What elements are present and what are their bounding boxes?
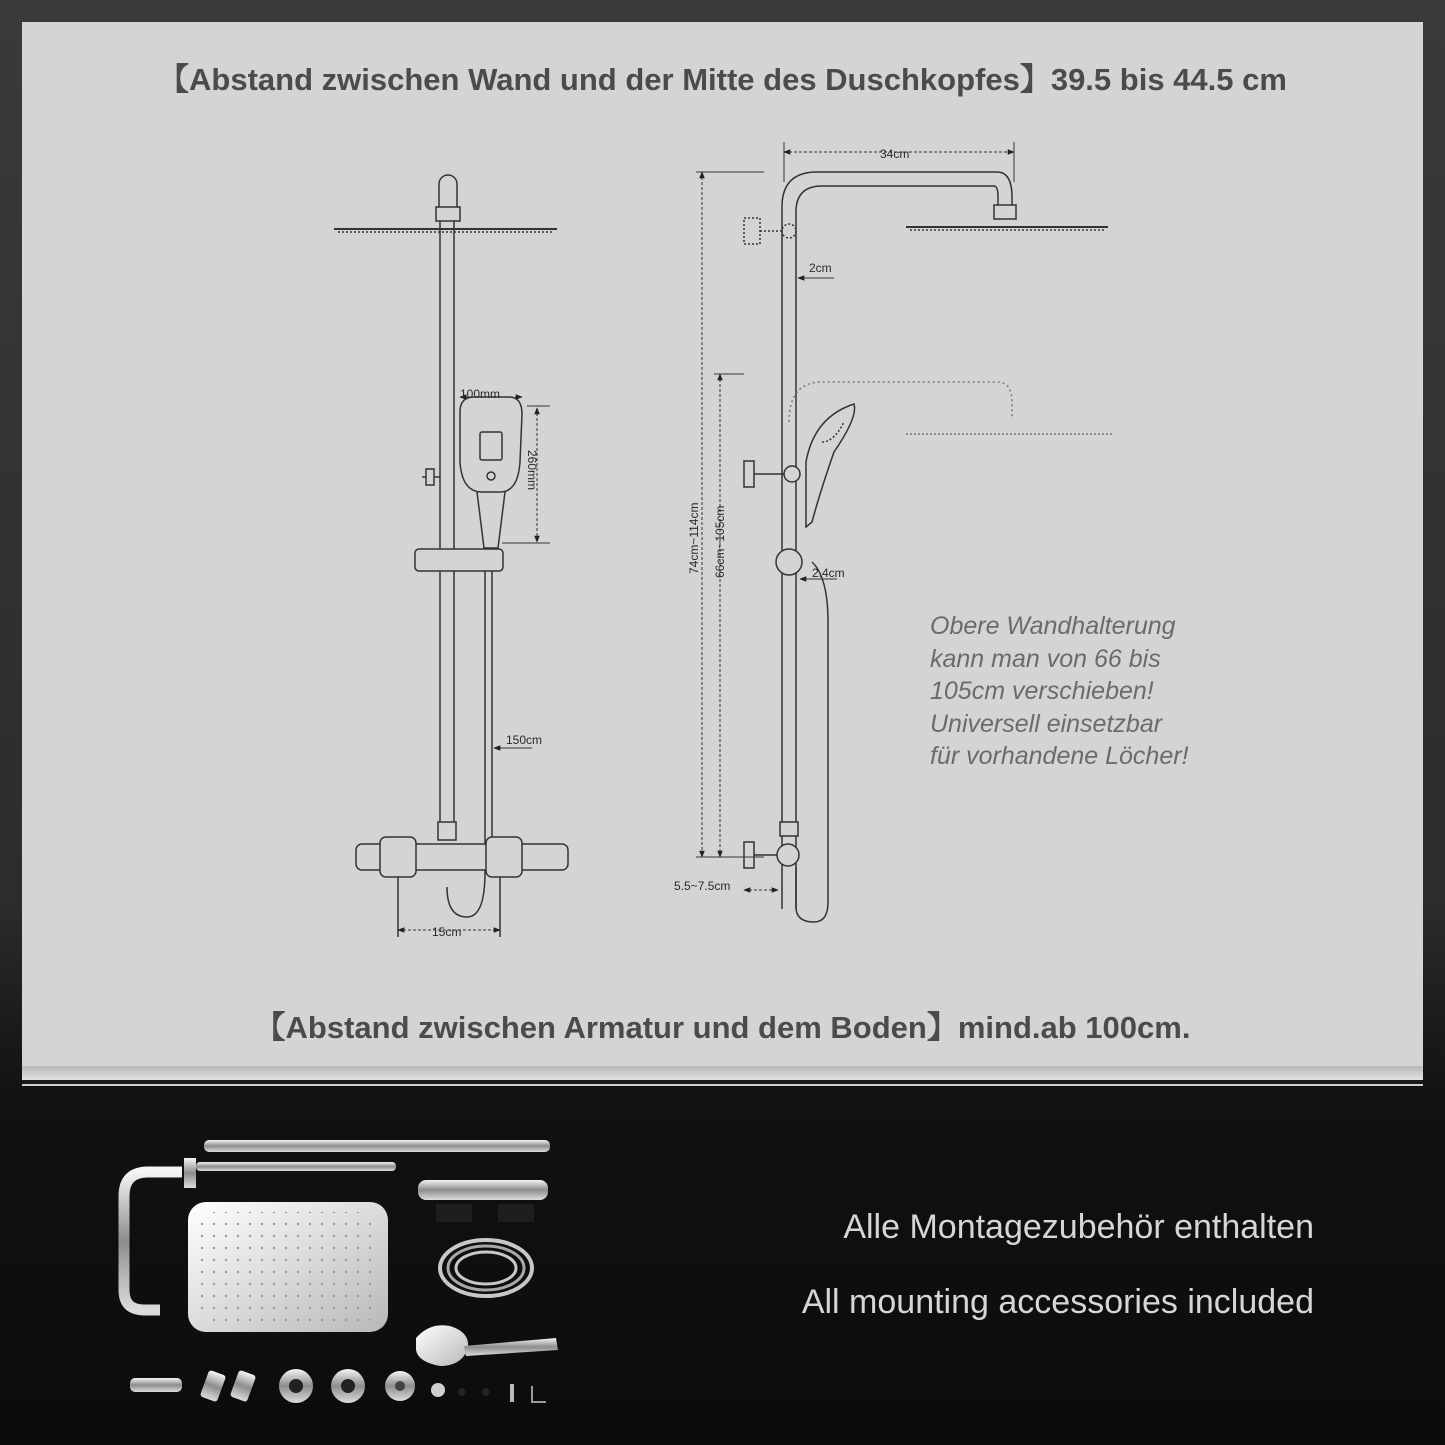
- bottom-headline: 【Abstand zwischen Armatur und dem Boden】mind.ab 100cm.: [254, 1010, 1191, 1045]
- dim-handshower-height: 260mm: [525, 450, 539, 491]
- side-view: [744, 172, 1112, 922]
- dim-pipe-diameter: 2cm: [809, 261, 832, 275]
- note-line: 105cm verschieben!: [930, 677, 1154, 705]
- dim-handshower-width: 100mm: [460, 387, 501, 401]
- front-view: [334, 175, 568, 937]
- accessories-line-de: Alle Montagezubehör enthalten: [843, 1208, 1314, 1246]
- separator-light-line: [22, 1084, 1423, 1086]
- dim-total-height: 74cm~114cm: [687, 502, 701, 574]
- separator-band: [22, 1066, 1423, 1080]
- dim-arm-length: 34cm: [880, 147, 910, 161]
- dim-rail-diameter: 2.4cm: [812, 566, 845, 580]
- dim-bracket-range: 66cm~105cm: [713, 505, 727, 578]
- dim-inlet-spacing: 15cm: [432, 925, 462, 939]
- shower-diagram: [22, 22, 1423, 1002]
- top-headline: 【Abstand zwischen Wand und der Mitte des Duschkopfes】39.5 bis 44.5 cm: [158, 62, 1287, 97]
- dim-wall-offset: 5.5~7.5cm: [674, 879, 731, 893]
- accessories-photo: [100, 1110, 580, 1430]
- accessories-line-en: All mounting accessories included: [801, 1283, 1314, 1321]
- note-line: Obere Wandhalterung: [930, 612, 1176, 640]
- note-line: kann man von 66 bis: [930, 644, 1161, 673]
- note-line: für vorhandene Löcher!: [930, 742, 1189, 770]
- dim-rail-length: 150cm: [506, 733, 543, 747]
- bracket-note: [930, 610, 1250, 773]
- note-line: Universell einsetzbar: [930, 709, 1163, 738]
